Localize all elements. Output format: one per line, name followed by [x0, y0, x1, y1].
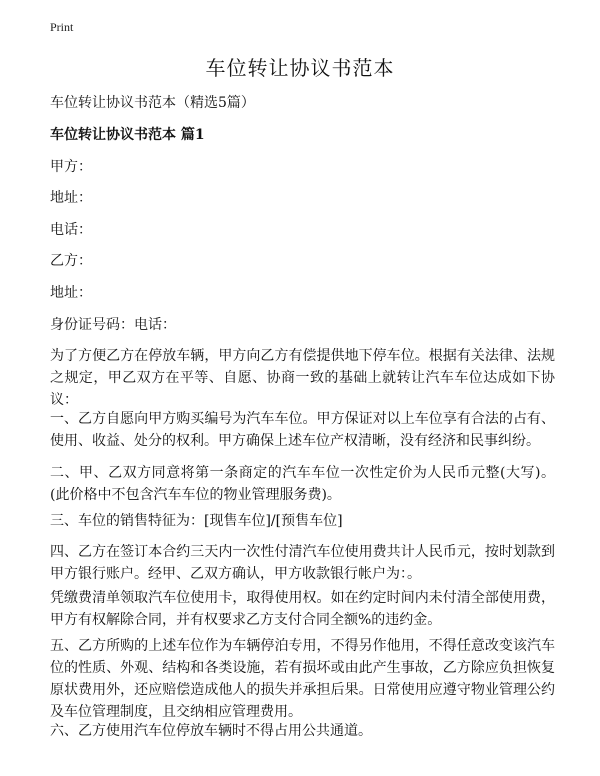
paragraph-clause-1: 一、乙方自愿向甲方购买编号为汽车车位。甲方保证对以上车位享有合法的占有、使用、收益、处分的权利。甲方确保上述车位产权清晰，没有经济和民事纠纷。	[50, 411, 555, 449]
field-party-b: 乙方：	[50, 253, 92, 269]
paragraph-clause-4: 四、乙方在签订本合约三天内一次性付清汽车位使用费共计人民币元，按时划款到甲方银行账户。经甲、乙双方确认，甲方收款银行帐户为：。	[50, 544, 555, 582]
paragraph-clause-3: 三、车位的销售特征为：[现售车位]/[预售车位]	[50, 513, 343, 529]
field-phone-a: 电话：	[50, 222, 92, 238]
field-id-phone: 身份证号码：电话：	[50, 317, 176, 333]
paragraph-clause-6: 六、乙方使用汽车位停放车辆时不得占用公共通道。	[50, 723, 372, 739]
paragraph-clause-4b: 凭缴费清单领取汽车位使用卡，取得使用权。如在约定时间内未付清全部使用费，甲方有权解除合同，并有权要求乙方支付合同全额%的违约金。	[50, 590, 555, 628]
document-subtitle: 车位转让协议书范本（精选5篇）	[50, 95, 255, 111]
field-address-a: 地址：	[50, 190, 92, 206]
paragraph-intro: 为了方便乙方在停放车辆，甲方向乙方有偿提供地下停车位。根据有关法律、法规之规定，甲乙双方在平等、自愿、协商一致的基础上就转让汽车车位达成如下协议：	[50, 348, 555, 408]
document-title: 车位转让协议书范本	[205, 56, 395, 80]
paragraph-clause-2: 二、甲、乙双方同意将第一条商定的汽车车位一次性定价为人民币元整(大写)。(此价格中不包含汽车车位的物业管理服务费)。	[50, 465, 555, 503]
field-address-b: 地址：	[50, 285, 92, 301]
paragraph-clause-5: 五、乙方所购的上述车位作为车辆停泊专用，不得另作他用，不得任意改变该汽车位的性质、外观、结构和各类设施，若有损坏或由此产生事故，乙方除应负担恢复原状费用外，还应赔偿造成他人的损失并承担后果。日常使用应遵守物业管理公约及车位管理制度，且交纳相应管理费用。	[50, 638, 555, 720]
print-link[interactable]: Print	[50, 20, 74, 34]
section-heading: 车位转让协议书范本 篇1	[50, 127, 205, 143]
field-party-a: 甲方：	[50, 159, 92, 175]
